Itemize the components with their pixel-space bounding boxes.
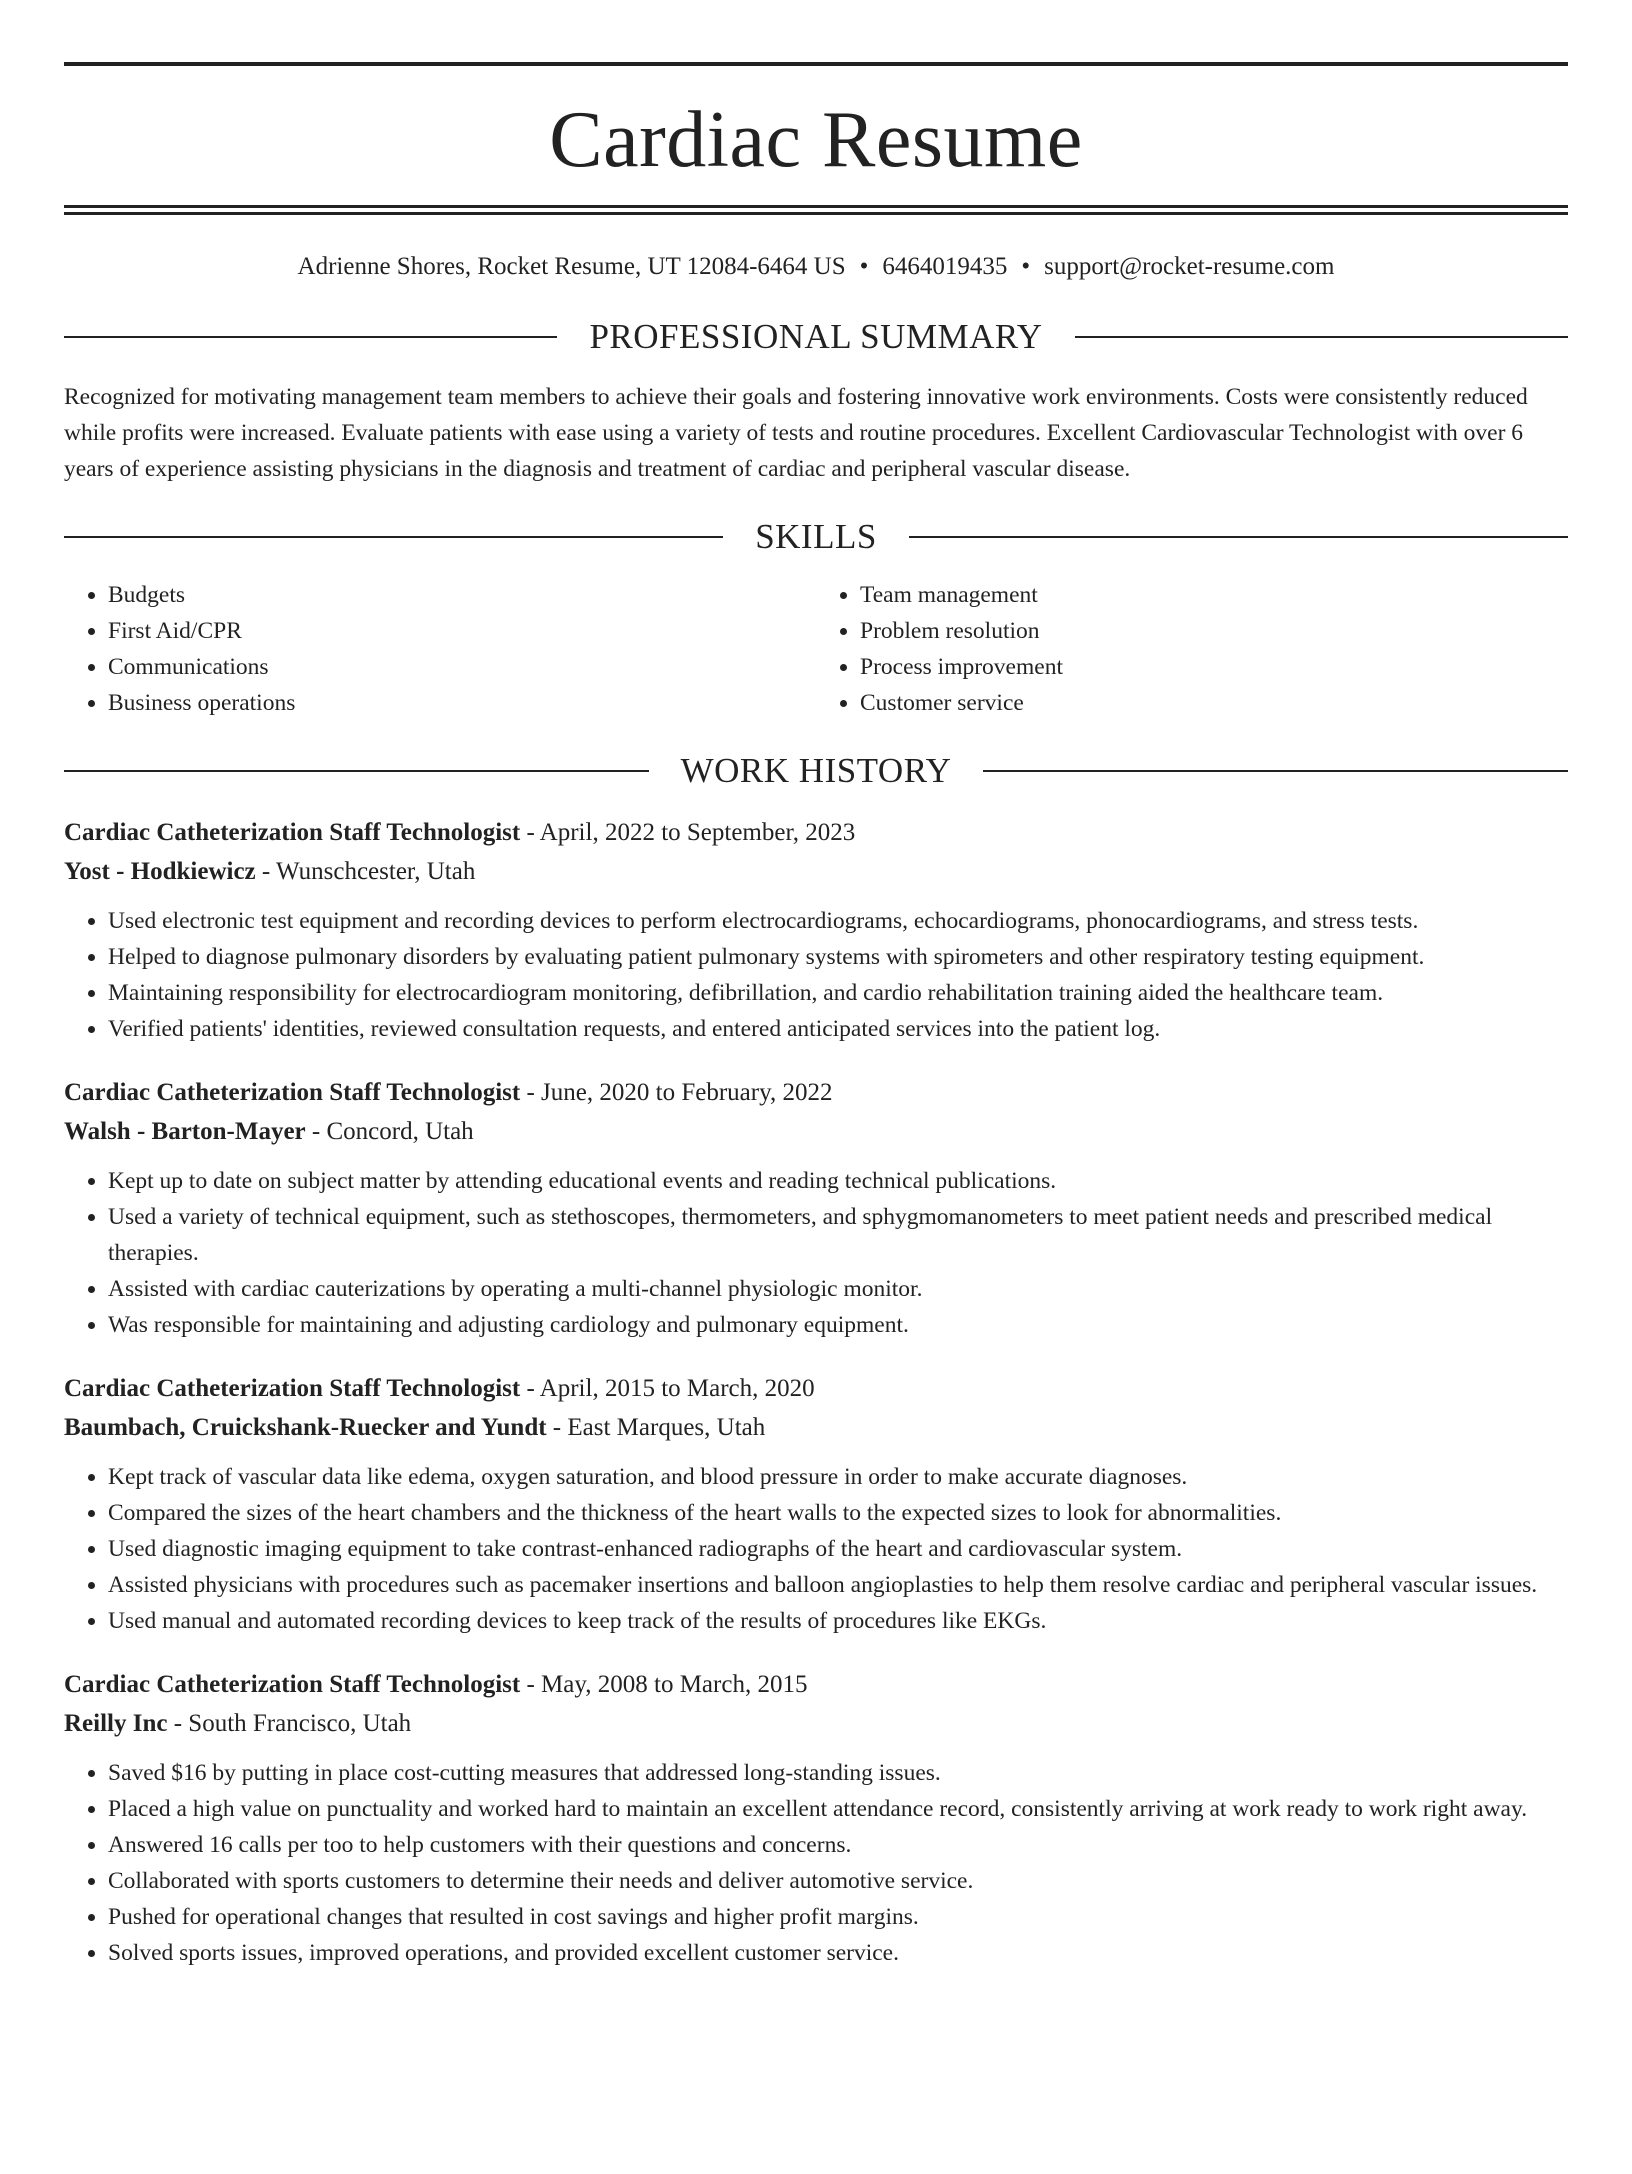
job-title: Cardiac Catheterization Staff Technologist	[64, 1079, 521, 1106]
header-rule-left	[64, 336, 557, 338]
job-bullet: • Used a variety of technical equipment, such as stethoscopes, thermometers, and sphygmomanometers to meet patient needs and prescribed medical therapies.	[108, 1199, 1568, 1271]
skills-list-left	[64, 577, 816, 721]
header-rule-right	[909, 536, 1568, 538]
job-bullet: • Verified patients' identities, reviewed consultation requests, and entered anticipated services into the patient log.	[108, 1011, 1568, 1047]
job-title-line: Cardiac Catheterization Staff Technologist - June, 2020 to February, 2022	[64, 1079, 833, 1106]
job-company: Reilly Inc	[64, 1710, 168, 1737]
job-bullet: • Maintaining responsibility for electrocardiogram monitoring, defibrillation, and cardio rehabilitation training aided the healthcare team.	[108, 975, 1568, 1011]
summary-section-header	[64, 305, 1568, 369]
skill-item: • Team management	[860, 577, 1568, 613]
header-rule-right	[1075, 336, 1568, 338]
job-bullets	[64, 1459, 1568, 1639]
job-bullet: • Compared the sizes of the heart chambers and the thickness of the heart walls to the expected sizes to look for abnormalities.	[108, 1495, 1568, 1531]
job-bullet: • Kept track of vascular data like edema, oxygen saturation, and blood pressure in order to make accurate diagnoses.	[108, 1459, 1568, 1495]
skill-item: • Budgets	[108, 577, 816, 613]
skills-section-header	[64, 505, 1568, 569]
header-rule-left	[64, 770, 649, 772]
job-entry	[64, 1073, 1568, 1343]
job-bullet: • Collaborated with sports customers to determine their needs and deliver automotive service.	[108, 1863, 1568, 1899]
job-bullets	[64, 1755, 1568, 1971]
skills-heading: SKILLS	[755, 517, 877, 556]
job-company-line: Baumbach, Cruickshank-Ruecker and Yundt - East Marques, Utah	[64, 1414, 766, 1441]
job-title: Cardiac Catheterization Staff Technologist	[64, 1375, 521, 1402]
summary-heading: PROFESSIONAL SUMMARY	[589, 317, 1043, 356]
resume-title: Cardiac Resume	[549, 96, 1083, 184]
job-location: East Marques, Utah	[567, 1414, 766, 1441]
work-heading: WORK HISTORY	[680, 751, 952, 790]
job-bullet: • Pushed for operational changes that resulted in cost savings and higher profit margins.	[108, 1899, 1568, 1935]
job-bullet: • Solved sports issues, improved operations, and provided excellent customer service.	[108, 1935, 1568, 1971]
job-title-line: Cardiac Catheterization Staff Technologist - April, 2015 to March, 2020	[64, 1375, 815, 1402]
skill-item: • Business operations	[108, 685, 816, 721]
job-company: Walsh - Barton-Mayer	[64, 1118, 306, 1145]
job-company-line: Walsh - Barton-Mayer - Concord, Utah	[64, 1118, 474, 1145]
job-title-line: Cardiac Catheterization Staff Technologist - May, 2008 to March, 2015	[64, 1671, 808, 1698]
job-dates: April, 2015 to March, 2020	[539, 1375, 815, 1402]
job-bullet: • Used manual and automated recording devices to keep track of the results of procedures like EKGs.	[108, 1603, 1568, 1639]
skills-columns	[64, 577, 1568, 721]
skill-item: • Problem resolution	[860, 613, 1568, 649]
title-double-rule	[64, 205, 1568, 215]
job-company-line: Reilly Inc - South Francisco, Utah	[64, 1710, 412, 1737]
job-bullet: • Saved $16 by putting in place cost-cutting measures that addressed long-standing issues.	[108, 1755, 1568, 1791]
job-dates: June, 2020 to February, 2022	[541, 1079, 833, 1106]
job-bullet: • Was responsible for maintaining and adjusting cardiology and pulmonary equipment.	[108, 1307, 1568, 1343]
skill-item: • Customer service	[860, 685, 1568, 721]
contact-line	[64, 247, 1568, 287]
job-entry	[64, 1369, 1568, 1639]
summary-text: Recognized for motivating management team members to achieve their goals and fostering innovative work environments. Costs were consistently reduced while profits were increased. Evaluate patients with ease using a variety of tests and routine procedures. Excellent Cardiovascular Technologist with over 6 years of experience assisting physicians in the diagnosis and treatment of cardiac and peripheral vascular disease.	[64, 384, 1528, 482]
job-entry	[64, 813, 1568, 1047]
skill-item: • First Aid/CPR	[108, 613, 816, 649]
job-bullet: • Used diagnostic imaging equipment to take contrast-enhanced radiographs of the heart and cardiovascular system.	[108, 1531, 1568, 1567]
job-bullets	[64, 1163, 1568, 1343]
job-company: Baumbach, Cruickshank-Ruecker and Yundt	[64, 1414, 547, 1441]
job-bullet: • Assisted physicians with procedures such as pacemaker insertions and balloon angioplasties to help them resolve cardiac and peripheral vascular issues.	[108, 1567, 1568, 1603]
contact-separator: •	[1021, 253, 1031, 280]
job-bullet: • Assisted with cardiac cauterizations by operating a multi-channel physiologic monitor.	[108, 1271, 1568, 1307]
contact-separator: •	[859, 253, 869, 280]
job-dates: April, 2022 to September, 2023	[539, 819, 856, 846]
contact-email: support@rocket-resume.com	[1044, 253, 1335, 280]
job-dates: May, 2008 to March, 2015	[541, 1671, 808, 1698]
job-bullets	[64, 903, 1568, 1047]
top-rule	[64, 62, 1568, 66]
job-title: Cardiac Catheterization Staff Technologist	[64, 1671, 521, 1698]
skills-list-right	[816, 577, 1568, 721]
job-bullet: • Placed a high value on punctuality and worked hard to maintain an excellent attendance record, consistently arriving at work ready to work right away.	[108, 1791, 1568, 1827]
work-section-header	[64, 739, 1568, 803]
header-rule-left	[64, 536, 723, 538]
job-bullet: • Answered 16 calls per too to help customers with their questions and concerns.	[108, 1827, 1568, 1863]
skill-item: • Communications	[108, 649, 816, 685]
job-location: Wunschcester, Utah	[276, 858, 476, 885]
resume-page	[0, 62, 1632, 2174]
job-location: South Francisco, Utah	[188, 1710, 412, 1737]
job-entry	[64, 1665, 1568, 1971]
job-company: Yost - Hodkiewicz	[64, 858, 256, 885]
header-rule-right	[983, 770, 1568, 772]
job-location: Concord, Utah	[326, 1118, 474, 1145]
job-bullet: • Used electronic test equipment and recording devices to perform electrocardiograms, echocardiograms, phonocardiograms, and stress tests.	[108, 903, 1568, 939]
job-title: Cardiac Catheterization Staff Technologist	[64, 819, 521, 846]
contact-phone: 6464019435	[882, 253, 1008, 280]
job-title-line: Cardiac Catheterization Staff Technologist - April, 2022 to September, 2023	[64, 819, 856, 846]
contact-address: Adrienne Shores, Rocket Resume, UT 12084-6464 US	[297, 253, 846, 280]
job-bullet: • Kept up to date on subject matter by attending educational events and reading technical publications.	[108, 1163, 1568, 1199]
job-bullet: • Helped to diagnose pulmonary disorders by evaluating patient pulmonary systems with spirometers and other respiratory testing equipment.	[108, 939, 1568, 975]
skill-item: • Process improvement	[860, 649, 1568, 685]
job-company-line: Yost - Hodkiewicz - Wunschcester, Utah	[64, 858, 476, 885]
